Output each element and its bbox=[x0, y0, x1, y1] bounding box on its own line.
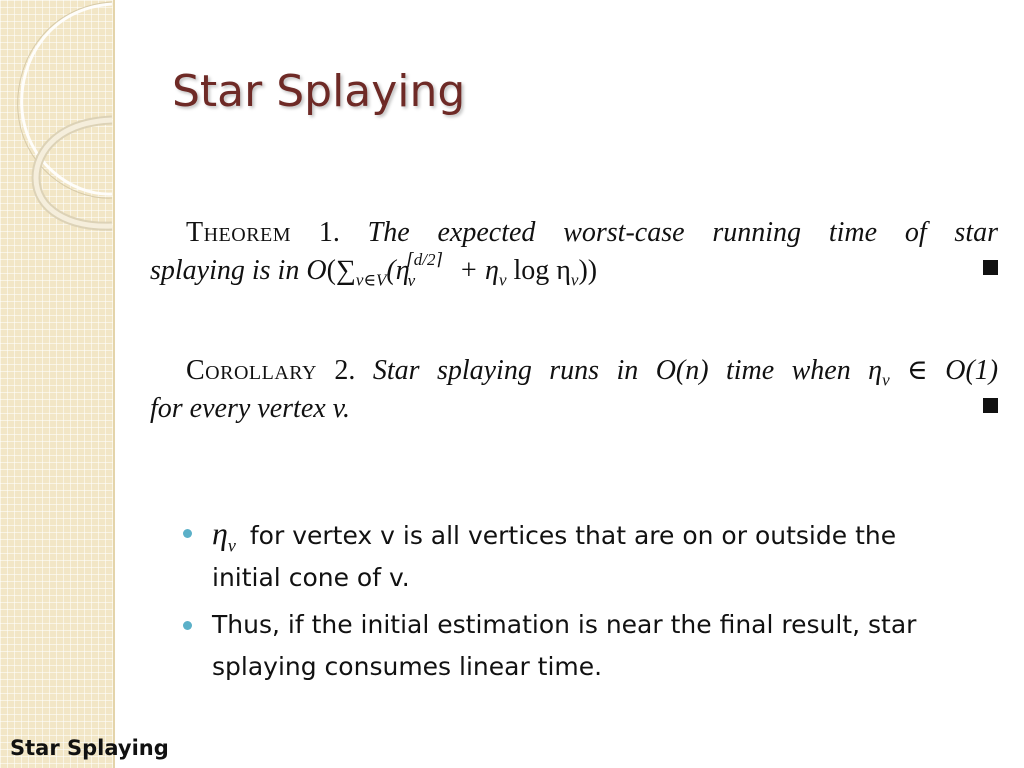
bullet-text-2b: splaying consumes linear time. bbox=[212, 652, 603, 681]
bullet-icon bbox=[183, 529, 192, 538]
slide-title: Star Splaying bbox=[172, 66, 466, 117]
theorem-number: 1. bbox=[318, 217, 340, 248]
bullet-text-2: Thus, if the initial estimation is near the final result, star bbox=[212, 610, 917, 639]
bullet-text-1b: initial cone of v. bbox=[212, 563, 410, 592]
theorem-formula: $O(\sum_{v\in V}(\eta_v^{⌈d/2⌉} + \eta_v$ $\log \eta_v$)) bbox=[306, 249, 598, 290]
eta-symbol: $\eta_v$ bbox=[212, 515, 236, 556]
corollary-o-1: O(1) bbox=[945, 355, 999, 386]
theorem-text-line1: The expected worst-case running time of star bbox=[367, 217, 998, 248]
corollary-number: 2. bbox=[334, 355, 356, 386]
corollary-label: Corollary bbox=[186, 355, 317, 386]
theorem-label: Theorem bbox=[186, 217, 292, 248]
corollary-block bbox=[150, 352, 998, 428]
slide-footer: Star Splaying bbox=[10, 736, 169, 760]
bullet-item-1 bbox=[183, 512, 1003, 599]
corollary-text-line1: Star splaying runs in bbox=[372, 355, 639, 386]
bullet-list bbox=[183, 512, 1003, 693]
corollary-in: ∈ bbox=[907, 355, 928, 386]
corollary-line2 bbox=[150, 390, 998, 428]
corollary-eta: $\eta_v$ bbox=[868, 355, 890, 390]
corollary-qed-square bbox=[983, 398, 998, 413]
bullet-icon bbox=[183, 621, 192, 630]
bullet-item-2 bbox=[183, 604, 1003, 688]
corollary-text-line2: for every vertex v. bbox=[150, 393, 351, 424]
decorative-rings bbox=[0, 0, 160, 260]
theorem-text-line2: splaying is in bbox=[150, 255, 300, 286]
corollary-mid: time when bbox=[726, 355, 851, 386]
bullet-text-1: for vertex v is all vertices that are on or outside the bbox=[249, 521, 897, 550]
theorem-block bbox=[150, 214, 998, 290]
theorem-line2 bbox=[150, 249, 998, 290]
corollary-o-n: O(n) bbox=[655, 355, 709, 386]
theorem-qed-square bbox=[983, 260, 998, 275]
